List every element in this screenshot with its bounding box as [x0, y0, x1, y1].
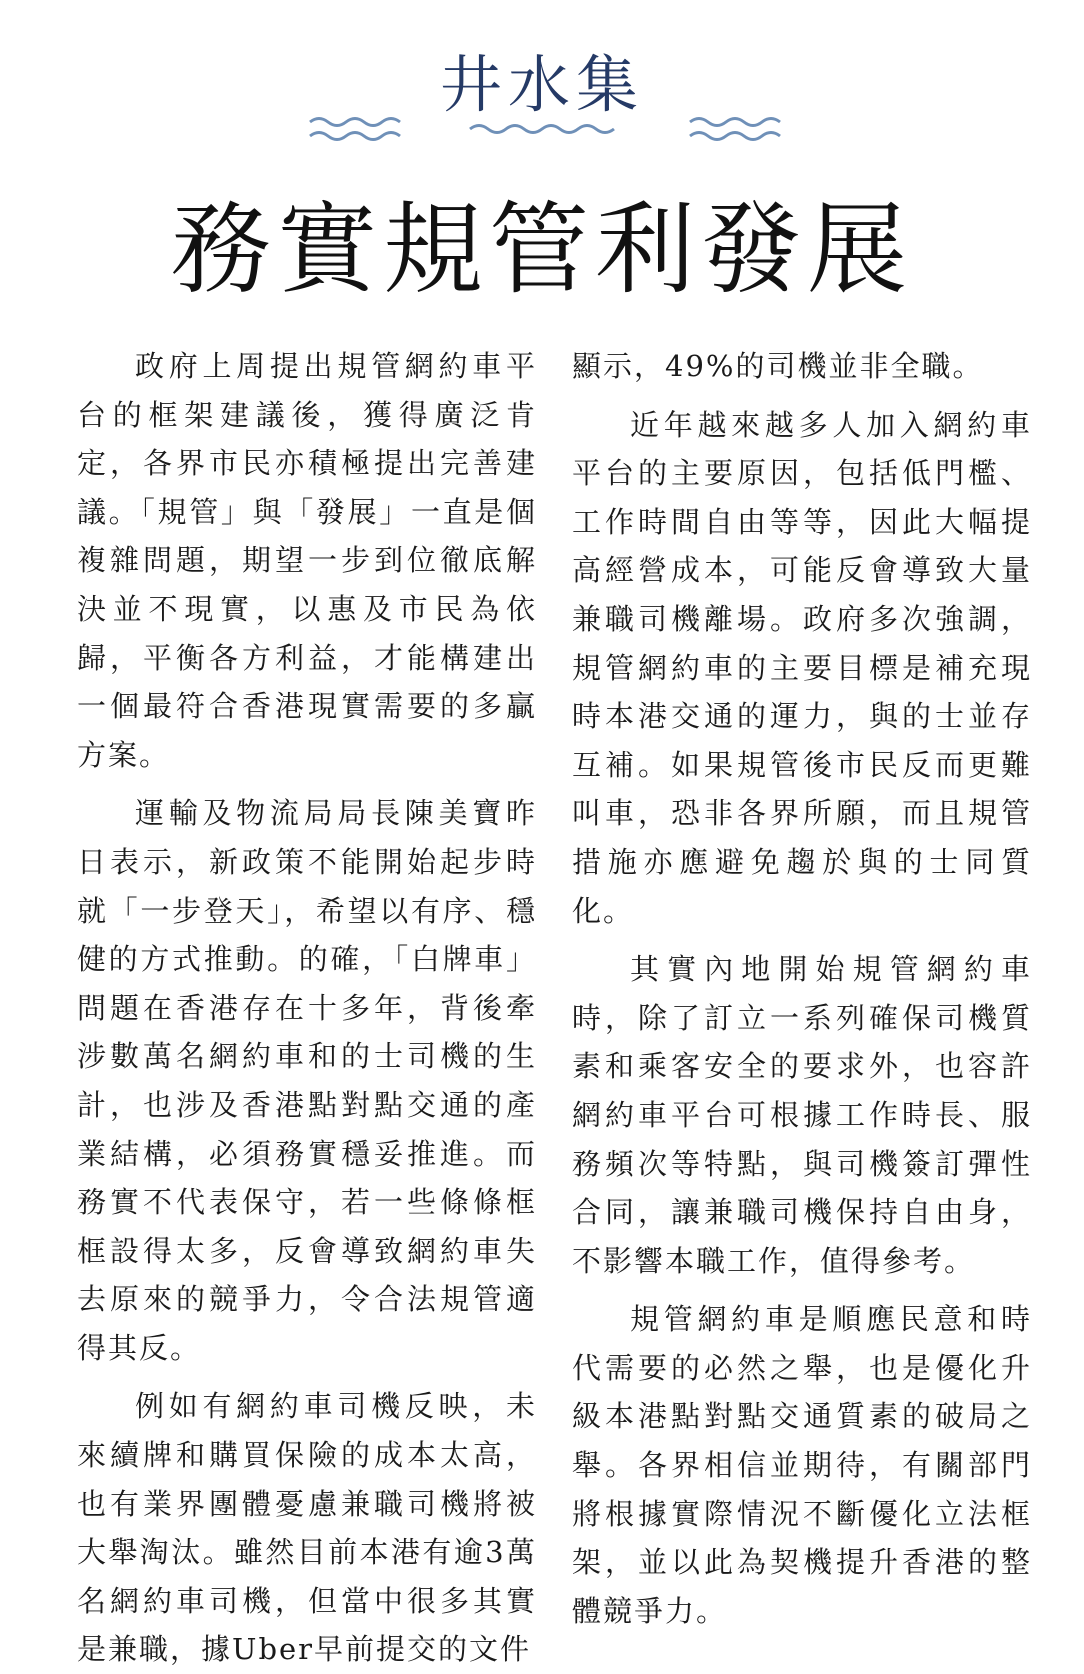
- column-name: 井水集: [439, 48, 644, 121]
- wave-line-left-1: [310, 119, 400, 126]
- wave-ornament: [300, 112, 790, 146]
- wave-line-left-2: [310, 133, 400, 140]
- column-masthead: [0, 48, 1084, 122]
- wave-line-right-1: [690, 119, 780, 126]
- left-column: [77, 342, 537, 1674]
- paragraph-5: 其實內地開始規管網約車時，除了訂立一系列確保司機質素和乘客安全的要求外，也容許網約車平台可根據工作時長、服務頻次等特點，與司機簽訂彈性合同，讓兼職司機保持自由身，不影響本職工作，值得參考。: [572, 952, 1032, 1278]
- paragraph-2: 運輸及物流局局長陳美寶昨日表示，新政策不能開始起步時就「一步登天」，希望以有序、穩健的方式推動。的確，「白牌車」問題在香港存在十多年，背後牽涉數萬名網約車和的士司機的生計，也涉及香港點對點交通的產業結構，必須務實穩妥推進。而務實不代表保守，若一些條條框框設得太多，反會導致網約車失去原來的競爭力，令合法規管適得其反。: [77, 796, 537, 1365]
- paragraph-6: 規管網約車是順應民意和時代需要的必然之舉，也是優化升級本港點對點交通質素的破局之舉。各界相信並期待，有關部門將根據實際情況不斷優化立法框架，並以此為契機提升香港的整體競爭力。: [572, 1302, 1032, 1628]
- right-column: [572, 342, 1032, 1635]
- paragraph-1: 政府上周提出規管網約車平台的框架建議後，獲得廣泛肯定，各界市民亦積極提出完善建議。「規管」與「發展」一直是個複雜問題，期望一步到位徹底解決並不現實，以惠及市民為依歸，平衡各方利益，才能構建出一個最符合香港現實需要的多贏方案。: [77, 349, 537, 772]
- wave-line-center: [470, 126, 614, 133]
- article-headline: 務實規管利發展: [171, 191, 913, 308]
- paragraph-4: 近年越來越多人加入網約車平台的主要原因，包括低門檻、工作時間自由等等，因此大幅提高經營成本，可能反會導致大量兼職司機離場。政府多次強調，規管網約車的主要目標是補充現時本港交通的運力，與的士並存互補。如果規管後市民反而更難叫車，恐非各界所願，而且規管措施亦應避免趨於與的士同質化。: [572, 407, 1032, 928]
- wave-line-right-2: [690, 133, 780, 140]
- paragraph-3-continued: 顯示，49%的司機並非全職。: [572, 349, 984, 383]
- paragraph-3: 例如有網約車司機反映，未來續牌和購買保險的成本太高，也有業界團體憂慮兼職司機將被大舉淘汰。雖然目前本港有逾3萬名網約車司機，但當中很多其實是兼職，據Uber早前提交的文件: [77, 1389, 537, 1667]
